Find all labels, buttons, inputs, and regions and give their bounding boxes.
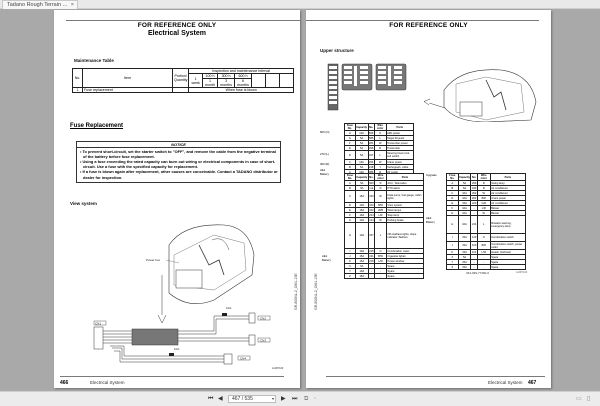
fuse-label: 10A	[226, 306, 232, 310]
table-row: Z 15A - - Spare	[345, 274, 424, 279]
bus-label: Upgrade	[426, 173, 437, 177]
table-row: F 5A 281 W Transmitter power	[345, 141, 414, 146]
maintenance-table-label: Maintenance Table	[74, 58, 114, 63]
col-interval: Inspection and maintenance interval	[189, 69, 294, 74]
table-row: E 5A 395 R Transmitter	[345, 146, 414, 151]
svg-text:CN3: CN3	[260, 338, 267, 343]
page-title: Electrical System	[148, 30, 206, 37]
header-rule	[306, 20, 539, 21]
close-tab-icon[interactable]: ×	[70, 2, 74, 8]
fuse-table-3: Fuse No. Capacity No. Wire color Parts A 5A 269 R Swing lamp B 5A 243 R Air conditioner C 10A 262 W Air conditioner D 10A 202 B/R Crane power E 15A 220 G/R Air conditioner F 10A - L/R Blower G 10A - W Blower H 10A 214 L Rotation warning, emergency lamp I 15A 120 O Combination switch J 15A 100 B/R Combination switch, power outlet K 15A 110 L/W Heater, Defroster X 5A - - Spare Y 15A - - Spare Z 15A - - Spare	[446, 173, 526, 270]
first-page-button[interactable]: ⏮	[208, 396, 214, 402]
last-page-button[interactable]: ⏭	[292, 396, 298, 402]
notice-item: • To prevent short-circuit, set the starter switch to "OFF", and remove the cable from the negative terminal of the battery before fuse replacement.	[80, 148, 276, 159]
table-row: I 10A 215 O Combination meter	[345, 249, 424, 254]
paste-page-icon[interactable]: ▫	[314, 396, 317, 402]
bus-label: 300 (R)	[320, 162, 330, 166]
table-row: D 10A 202 B/R Crane power	[447, 196, 526, 201]
side-code: GR-800NL-2_OM1-15E	[314, 273, 318, 310]
table-row: H 10A 826 O AML power	[345, 131, 414, 136]
table-row: I 15A 120 O Combination switch	[447, 234, 526, 242]
table-row: H 10A 157 L Off-road/aux lights, slope indicator, flashers	[345, 223, 424, 249]
footer-rule	[326, 376, 545, 377]
table-row: 1 Fuse replacement When fuse is blown	[73, 88, 294, 93]
power-box-label: Power box	[146, 258, 161, 262]
col-1month: 1 month	[202, 79, 217, 88]
svg-text:CN1: CN1	[95, 321, 102, 326]
section-title: Fuse Replacement	[70, 123, 124, 129]
copy-page-icon[interactable]: ⧉	[304, 396, 309, 402]
table-row: Z 15A - - Spare	[447, 265, 526, 270]
table-row: X 5A - - Spare	[345, 264, 424, 269]
fuse-label: 10A	[174, 347, 180, 351]
col-300h: 300 h	[218, 74, 235, 79]
svg-text:CN2: CN2	[260, 316, 267, 321]
table-row: A 5A 920 R ACC, Telematics	[345, 181, 424, 186]
tab-bar	[0, 0, 600, 9]
bus-label: 270 (L)	[320, 152, 329, 156]
table-row: H 10A 214 L Rotation warning, emergency lamp	[447, 216, 526, 234]
bus-label: AE1 Battery	[320, 168, 329, 176]
notice-item: • Using a fuse exceeding the rated capacity can burn out wiring or electrical components in case of short-circuit. Use a fuse with the specified capacity for replacement.	[80, 158, 276, 170]
table-row: K 15A 110 L/W Heater, Defroster	[447, 250, 526, 255]
single-page-view-icon[interactable]: ▭	[576, 396, 582, 402]
table-row: C 10A 264 W Crane power	[345, 160, 414, 165]
page-467	[306, 10, 551, 388]
table-row: D 10A 160 B/W View system	[345, 203, 424, 208]
col-1week: 1 week	[189, 74, 203, 88]
prev-page-button[interactable]: ◀	[218, 396, 223, 402]
footer-title: Electrical System	[488, 380, 523, 385]
reference-banner: FOR REFERENCE ONLY	[386, 22, 470, 29]
col-3months: 3 months	[218, 79, 235, 88]
footer-rule	[60, 376, 284, 377]
fuse-table-2: Fuse No. Capacity No. Wire color Parts A 5A 920 R ACC, Telematics B 5A n/a R PTO alarm C 15A 150 W Data pump, fuel gauge, cabin lights D 10A 160 B/W View system E 15A 152 W/B Work lamps F 10A 213 L/R Step lamp G 10A 144 W Parking brake H 10A 157 L Off-road/aux lights, slope indicator, flashers I 10A 215 O Combination meter J 15A 131 B/W Cigarette lighter K 15A 218 L/W Power window X 5A - - Spare Y 10A - - Spare Z 15A - - Spare	[344, 173, 424, 279]
col-item: Item	[83, 69, 173, 88]
upper-structure-label: Upper structure	[320, 48, 354, 53]
table-row: E 15A 152 W/B Work lamps	[345, 208, 424, 213]
table-row: A 10A 386 R Oil cooler	[345, 170, 414, 175]
fuse-wiring-diagram	[74, 215, 294, 370]
reference-banner: FOR REFERENCE ONLY	[135, 22, 219, 29]
table-row: B 5A 218 Y Tachograph, cable	[345, 165, 414, 170]
page-number: 467	[528, 380, 537, 386]
table-row: F 10A - L/R Blower	[447, 206, 526, 211]
side-code: GR-800NL-2_OM1-15E	[294, 273, 298, 310]
bus-label: 600 (O)	[320, 130, 330, 134]
document-viewer[interactable]	[0, 9, 600, 391]
table-row: Y 10A - - Spare	[345, 269, 424, 274]
col-no: No.	[73, 69, 83, 88]
table-row: C 15A 150 W Data pump, fuel gauge, cabin lights	[345, 191, 424, 203]
table-row: G 10A 144 W Parking brake	[345, 218, 424, 223]
table-row: J 15A 100 B/R Combination switch, power outlet	[447, 242, 526, 250]
col-6months: 6 months	[235, 79, 252, 88]
header-rule	[66, 20, 300, 21]
view-system-label: View system	[70, 201, 97, 206]
navigation-toolbar	[0, 391, 600, 406]
table-row: F 10A 213 L/R Step lamp	[345, 213, 424, 218]
table-row: C 10A 262 W Air conditioner	[447, 191, 526, 196]
table-row: D 5A 327 L Steering boom lock sub switch	[345, 151, 414, 160]
fuse-box-diagram	[326, 62, 546, 122]
table-row: E 15A 220 G/R Air conditioner	[447, 201, 526, 206]
col-portion: Portion/ Quantity	[173, 69, 189, 88]
table-row: K 15A 218 L/W Power window	[345, 259, 424, 264]
col-600h: 600 h	[235, 74, 252, 79]
table-row: B 5A 243 R Air conditioner	[447, 186, 526, 191]
notice-box	[76, 141, 281, 183]
document-tab[interactable]	[2, 0, 78, 9]
svg-text:A-0078-00: A-0078-00	[272, 367, 284, 370]
bus-label: AE3 Battery	[426, 216, 435, 224]
two-page-view-icon[interactable]: ▯	[587, 396, 591, 402]
page-number-input[interactable]	[228, 395, 276, 403]
footer-title: Electrical System	[90, 380, 125, 385]
maintenance-table	[72, 68, 294, 93]
table-row: G 5A 585 L Target lift jewel	[345, 136, 414, 141]
table-row: B 5A n/a R PTO alarm	[345, 186, 424, 191]
table-row: G 10A - W Blower	[447, 211, 526, 216]
figure-id: A-0079-00	[516, 271, 528, 274]
table-row: A 5A 269 R Swing lamp	[447, 181, 526, 186]
notice-item: • If a fuse is blown again after replacement, other causes are conceivable. Contact a TADANO distributor or dealer for inspection.	[80, 169, 278, 180]
table-row: X 5A - - Spare	[447, 255, 526, 260]
table-row: Y 15A - - Spare	[447, 260, 526, 265]
bus-label: AE1 Battery	[322, 254, 331, 262]
page-number: 466	[60, 380, 69, 386]
figure-code: 343-099-77390-0	[466, 271, 490, 275]
next-page-button[interactable]: ▶	[281, 396, 286, 402]
notice-heading: NOTICE	[77, 142, 280, 148]
page-indicator: 467 / 535	[232, 396, 253, 402]
page-466	[54, 10, 300, 388]
chevron-down-icon[interactable]: ▾	[271, 396, 274, 401]
fuse-table-1: Fuse No. Capacity No. Wire color Parts H 10A 826 O AML power G 5A 585 L Target lift jewel F 5A 281 W Transmitter power E 5A 395 R Transmitter D 5A 327 L Steering boom lock sub switch C 10A 264 W Crane power B 5A 218 Y Tachograph, cable A 10A 386 R Oil cooler	[344, 123, 414, 175]
col-100h: 100 h	[202, 74, 217, 79]
svg-text:CN4: CN4	[240, 356, 247, 361]
tab-title: Tadano Rough Terrain ...	[7, 2, 68, 8]
table-row: J 15A 131 B/W Cigarette lighter	[345, 254, 424, 259]
